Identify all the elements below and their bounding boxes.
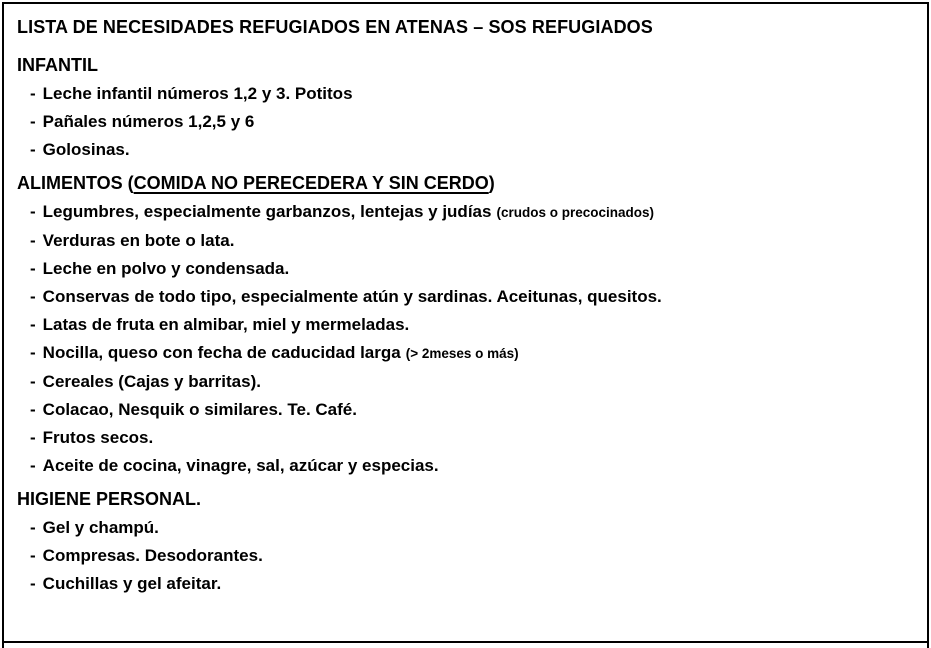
section: [17, 52, 913, 164]
list-item: [17, 368, 913, 396]
bullet-dash: -: [30, 84, 36, 103]
list-item: [17, 514, 913, 542]
section: [17, 170, 913, 480]
item-text: Colacao, Nesquik o similares. Te. Café.: [42, 400, 357, 419]
bullet-dash: -: [30, 231, 36, 250]
bullet-dash: -: [30, 546, 36, 565]
heading-part-underlined: COMIDA NO PERECEDERA Y SIN CERDO: [133, 173, 489, 193]
list-item: [17, 255, 913, 283]
item-text: Cuchillas y gel afeitar.: [42, 574, 222, 593]
bullet-dash: -: [30, 112, 36, 131]
bullet-dash: -: [30, 315, 36, 334]
list-item: [17, 283, 913, 311]
item-text: Golosinas.: [42, 140, 130, 159]
heading-part: INFANTIL: [17, 55, 98, 75]
list-item: [17, 136, 913, 164]
sections-container: [17, 52, 913, 598]
item-text: Latas de fruta en almibar, miel y mermeladas.: [42, 315, 410, 334]
item-text: Pañales números 1,2,5 y 6: [42, 112, 255, 131]
item-text: Compresas. Desodorantes.: [42, 546, 263, 565]
section-heading: [17, 52, 913, 79]
item-text: Gel y champú.: [42, 518, 159, 537]
bullet-dash: -: [30, 259, 36, 278]
list-item: [17, 227, 913, 255]
bullet-dash: -: [30, 518, 36, 537]
next-table-row-sliver: [2, 643, 929, 648]
bullet-dash: -: [30, 428, 36, 447]
item-note: (> 2meses o más): [405, 346, 519, 361]
bullet-dash: -: [30, 574, 36, 593]
item-text: Frutos secos.: [42, 428, 154, 447]
item-text: Nocilla, queso con fecha de caducidad larga: [42, 343, 401, 362]
list-item: [17, 542, 913, 570]
item-text: Leche infantil números 1,2 y 3. Potitos: [42, 84, 353, 103]
list-item: [17, 311, 913, 339]
heading-part: ): [488, 173, 495, 193]
section: [17, 486, 913, 598]
bullet-dash: -: [30, 140, 36, 159]
section-heading: [17, 170, 913, 197]
item-text: Legumbres, especialmente garbanzos, lentejas y judías: [42, 202, 492, 221]
bullet-dash: -: [30, 287, 36, 306]
list-item: [17, 198, 913, 227]
item-text: Conservas de todo tipo, especialmente atún y sardinas. Aceitunas, quesitos.: [42, 287, 662, 306]
item-text: Verduras en bote o lata.: [42, 231, 235, 250]
bullet-dash: -: [30, 372, 36, 391]
list-item: [17, 108, 913, 136]
list-item: [17, 339, 913, 368]
item-text: Cereales (Cajas y barritas).: [42, 372, 261, 391]
item-note: (crudos o precocinados): [496, 205, 654, 220]
list-item: [17, 80, 913, 108]
item-text: Leche en polvo y condensada.: [42, 259, 290, 278]
list-item: [17, 570, 913, 598]
list-item: [17, 452, 913, 480]
bullet-dash: -: [30, 456, 36, 475]
section-heading: [17, 486, 913, 513]
heading-part: ALIMENTOS (: [17, 173, 134, 193]
list-item: [17, 424, 913, 452]
document-title: LISTA DE NECESIDADES REFUGIADOS EN ATENAS – SOS REFUGIADOS: [17, 17, 653, 37]
bullet-dash: -: [30, 202, 36, 221]
bullet-dash: -: [30, 343, 36, 362]
document-cell: [2, 2, 929, 643]
item-text: Aceite de cocina, vinagre, sal, azúcar y especias.: [42, 456, 439, 475]
list-item: [17, 396, 913, 424]
heading-part: HIGIENE PERSONAL.: [17, 489, 202, 509]
bullet-dash: -: [30, 400, 36, 419]
